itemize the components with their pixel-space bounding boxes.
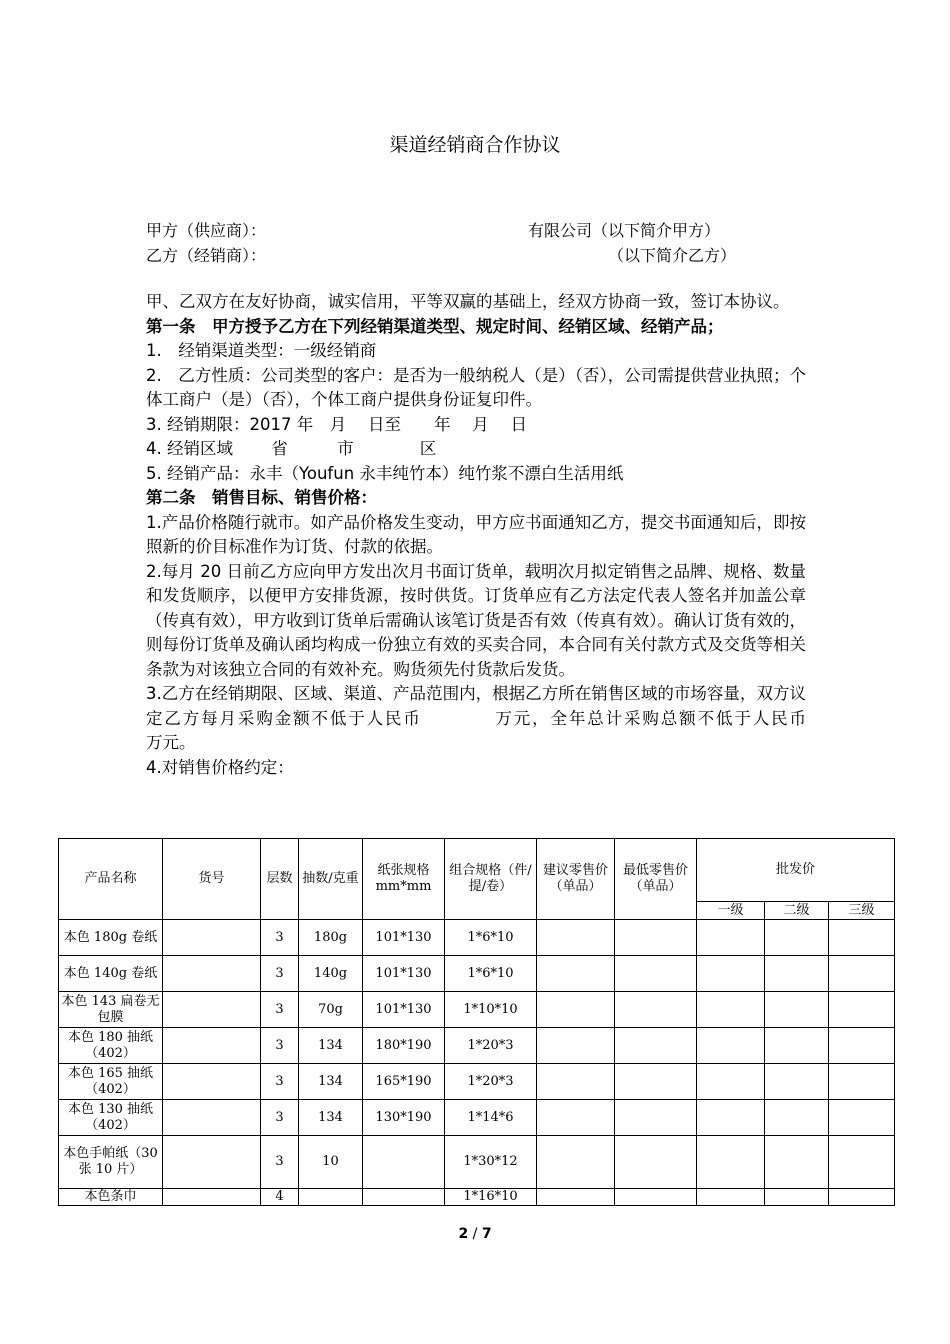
cell-msrp [537,1064,615,1100]
cell-code [163,1100,261,1136]
document-title: 渠道经销商合作协议 [389,134,561,156]
cell-name: 本色 143 扁卷无包膜 [59,992,163,1028]
page-total: 7 [481,1226,492,1242]
col-header-layers: 层数 [261,839,299,920]
article-1-item-4: 4. 经销区域 省 市 区 [146,439,437,458]
cell-msrp [537,1100,615,1136]
table-row [59,1028,895,1064]
cell-level1 [697,956,765,992]
cell-min-retail [615,1189,697,1206]
table-row [59,1064,895,1100]
article-1-item-1: 1. 经销渠道类型：一级经销商 [146,341,377,360]
cell-pack: 1*20*3 [445,1028,537,1064]
cell-layers: 4 [261,1189,299,1206]
col-header-level2: 二级 [765,902,829,920]
cell-msrp [537,956,615,992]
cell-layers: 3 [261,1028,299,1064]
cell-level1 [697,992,765,1028]
table-row [59,920,895,956]
cell-layers: 3 [261,1064,299,1100]
cell-draw: 180g [299,920,363,956]
cell-msrp [537,1189,615,1206]
cell-level3 [829,1189,895,1206]
cell-msrp [537,1028,615,1064]
col-header-min-retail: 最低零售价（单品） [615,839,697,920]
cell-draw: 134 [299,1100,363,1136]
table-row [59,992,895,1028]
cell-layers: 3 [261,992,299,1028]
party-b-label: 乙方（经销商）： [146,246,267,265]
cell-name: 本色 180 抽纸（402） [59,1028,163,1064]
cell-name: 本色 165 抽纸（402） [59,1064,163,1100]
cell-code [163,1064,261,1100]
cell-pack: 1*14*6 [445,1100,537,1136]
cell-name: 本色 130 抽纸（402） [59,1100,163,1136]
article-1-item-5: 5. 经销产品：永丰（Youfun 永丰纯竹本）纯竹浆不漂白生活用纸 [146,463,624,483]
cell-name: 本色 180g 卷纸 [59,920,163,956]
cell-msrp [537,1136,615,1189]
cell-code [163,1028,261,1064]
cell-level2 [765,1189,829,1206]
cell-layers: 3 [261,1100,299,1136]
article-2-item-4: 4.对销售价格约定： [146,757,294,777]
cell-pack: 1*6*10 [445,920,537,956]
cell-level1 [697,1189,765,1206]
article-1-item-2: 2. 乙方性质：公司类型的客户：是否为一般纳税人（是）（否），公司需提供营业执照；个体工商户（是）（否），个体工商户提供身份证复印件。 [146,365,806,409]
article-1-heading: 第一条 甲方授予乙方在下列经销渠道类型、规定时间、经销区域、经销产品； [146,316,724,336]
cell-size [363,1189,445,1206]
cell-min-retail [615,956,697,992]
cell-size: 165*190 [363,1064,445,1100]
party-b-company: （以下简介乙方） [608,246,737,265]
party-b-line [146,243,737,266]
table-header-row [59,839,895,902]
article-2-item-3: 3.乙方在经销期限、区域、渠道、产品范围内，根据乙方所在销售区域的市场容量，双方议定乙方每月采购金额不低于人民币 万元，全年总计采购总额不低于人民币 万元。 [146,684,905,752]
cell-level1 [697,1028,765,1064]
cell-msrp [537,920,615,956]
cell-draw: 10 [299,1136,363,1189]
article-2-item-2: 2.每月 20 日前乙方应向甲方发出次月书面订货单，载明次月拟定销售之品牌、规格、数量和发货顺序，以便甲方安排货源，按时供货。订货单应有乙方法定代表人签名并加盖公章（传真有效），甲方收到订货单后需确认该笔订货是否有效（传真有效）。确认订货有效的，则每份订货单及确认函均构成一份独立有效的买卖合同，本合同有关付款方式及交货等相关条款为对该独立合同的有效补充。购货须先付货款后发货。 [146,561,806,679]
table-row [59,1189,895,1206]
cell-level2 [765,956,829,992]
cell-pack: 1*20*3 [445,1064,537,1100]
cell-draw [299,1189,363,1206]
cell-size: 130*190 [363,1100,445,1136]
intro-paragraph: 甲、乙双方在友好协商，诚实信用，平等双赢的基础上，经双方协商一致，签订本协议。 [146,292,790,311]
party-a-line [146,218,721,241]
cell-draw: 70g [299,992,363,1028]
cell-draw: 140g [299,956,363,992]
cell-layers: 3 [261,1136,299,1189]
cell-name: 本色 140g 卷纸 [59,956,163,992]
col-header-pack: 组合规格（件/提/卷） [445,839,537,920]
cell-level3 [829,1100,895,1136]
page-separator: / [468,1226,482,1242]
table-row [59,1100,895,1136]
cell-code [163,992,261,1028]
cell-min-retail [615,920,697,956]
cell-pack: 1*6*10 [445,956,537,992]
cell-level2 [765,1028,829,1064]
cell-level1 [697,1100,765,1136]
cell-level1 [697,1064,765,1100]
cell-pack: 1*10*10 [445,992,537,1028]
article-2-heading: 第二条 销售目标、销售价格： [146,488,377,507]
cell-level3 [829,1028,895,1064]
cell-size [363,1136,445,1189]
col-header-level1: 一级 [697,902,765,920]
party-a-company: 有限公司（以下简介甲方） [528,221,721,240]
col-header-level3: 三级 [829,902,895,920]
table-row [59,1136,895,1189]
price-table [58,838,895,1206]
cell-level2 [765,1136,829,1189]
cell-level3 [829,1136,895,1189]
page-current: 2 [458,1226,469,1242]
cell-pack: 1*30*12 [445,1136,537,1189]
cell-code [163,956,261,992]
cell-level3 [829,956,895,992]
article-1-item-3: 3. 经销期限：2017 年 月 日至 年 月 日 [146,414,527,434]
col-header-code: 货号 [163,839,261,920]
col-header-wholesale: 批发价 [697,839,895,902]
cell-size: 101*130 [363,956,445,992]
cell-size: 101*130 [363,920,445,956]
cell-level3 [829,992,895,1028]
cell-min-retail [615,1136,697,1189]
agreement-body [146,290,905,780]
cell-name: 本色条巾 [59,1189,163,1206]
cell-min-retail [615,1028,697,1064]
col-header-draw: 抽数/克重 [299,839,363,920]
cell-draw: 134 [299,1028,363,1064]
cell-level2 [765,992,829,1028]
cell-level3 [829,1064,895,1100]
cell-level2 [765,1100,829,1136]
cell-pack: 1*16*10 [445,1189,537,1206]
party-a-label: 甲方（供应商）： [146,221,267,240]
col-header-paper-size: 纸张规格mm*mm [363,839,445,920]
cell-name: 本色手帕纸（30 张 10 片） [59,1136,163,1189]
page-number [0,1226,950,1242]
cell-size: 180*190 [363,1028,445,1064]
article-2-item-1: 1.产品价格随行就市。如产品价格发生变动，甲方应书面通知乙方，提交书面通知后，即按照新的价目标准作为订货、付款的依据。 [146,512,806,556]
cell-level1 [697,1136,765,1189]
cell-code [163,920,261,956]
cell-min-retail [615,1100,697,1136]
cell-code [163,1136,261,1189]
col-header-msrp: 建议零售价（单品） [537,839,615,920]
cell-level2 [765,1064,829,1100]
cell-level3 [829,920,895,956]
cell-code [163,1189,261,1206]
cell-level2 [765,920,829,956]
col-header-name: 产品名称 [59,839,163,920]
cell-layers: 3 [261,956,299,992]
cell-layers: 3 [261,920,299,956]
cell-min-retail [615,992,697,1028]
cell-level1 [697,920,765,956]
cell-msrp [537,992,615,1028]
cell-size: 101*130 [363,992,445,1028]
cell-min-retail [615,1064,697,1100]
table-row [59,956,895,992]
cell-draw: 134 [299,1064,363,1100]
